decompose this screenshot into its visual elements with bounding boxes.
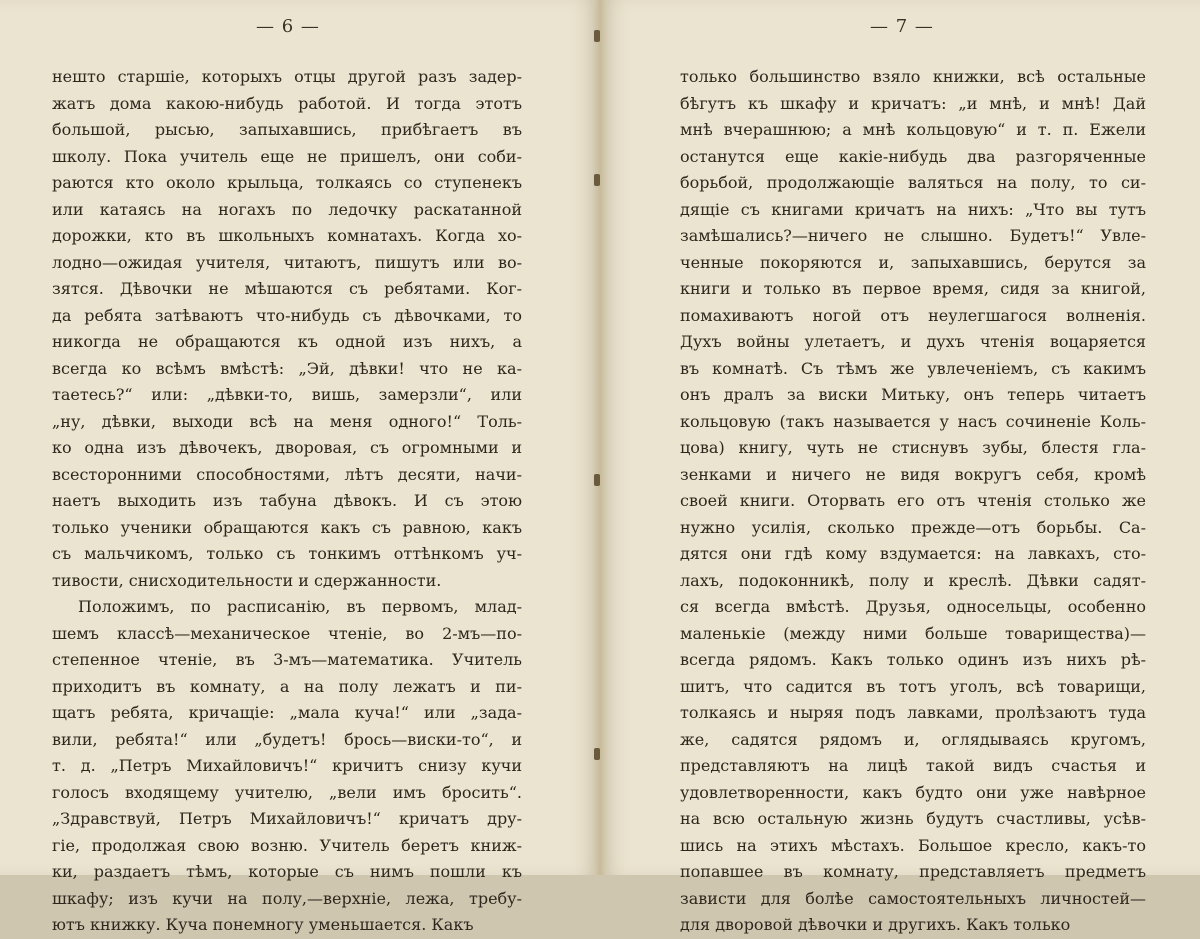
text-line: щатъ ребята, кричащіе: „мала куча!“ или „зада-: [52, 703, 522, 722]
text-line: зенками и ничего не видя вокругъ себя, кромѣ: [680, 464, 1146, 484]
text-line: только ученики обращаются какъ съ равною, какъ: [52, 517, 522, 537]
text-line: или катаясь на ногахъ по ледочку раскатанной: [52, 199, 522, 219]
text-line: нужно усилія, сколько прежде—отъ борьбы. Са-: [680, 517, 1146, 537]
text-line: школу. Пока учитель еще не пришелъ, они соби-: [52, 146, 522, 166]
text-line: нешто старшіе, которыхъ отцы другой разъ задер-: [52, 67, 522, 86]
text-line: маленькіе (между ними больше товарищества)—: [680, 623, 1146, 643]
text-line: своей книги. Оторвать его отъ чтенія столько же: [680, 491, 1146, 510]
text-line: онъ дралъ за виски Митьку, онъ теперь читаетъ: [680, 385, 1146, 404]
text-line: бѣгутъ къ шкафу и кричатъ: „и мнѣ, и мнѣ! Дай: [680, 93, 1146, 113]
text-line: только большинство взяло книжки, всѣ остальные: [680, 67, 1146, 86]
text-line: наетъ выходить изъ табуна дѣвокъ. И съ этою: [52, 491, 522, 510]
text-line: замѣшались?—ничего не слышно. Будетъ!“ Увле-: [680, 226, 1146, 245]
right-page: [600, 0, 1200, 934]
page-number-6: — 6 —: [256, 16, 320, 37]
text-line: „Здравствуй, Петръ Михайловичъ!“ кричатъ дру-: [52, 809, 522, 828]
text-line: всегда рядомъ. Какъ только одинъ изъ нихъ рѣ-: [680, 650, 1146, 669]
text-line: лахъ, подоконникѣ, полу и креслѣ. Дѣвки садят-: [680, 570, 1146, 590]
text-line: тивости, снисходительности и сдержанности.: [52, 570, 442, 590]
text-line: шкафу; изъ кучи на полу,—верхніе, лежа, требу-: [52, 888, 522, 908]
text-line: таетесь?“ или: „дѣвки-то, вишь, замерзли“, или: [52, 385, 522, 404]
text-line: въ комнатѣ. Съ тѣмъ же увлеченіемъ, съ какимъ: [680, 358, 1146, 378]
text-line: цова) книгу, чуть не стиснувъ зубы, блестя гла-: [680, 438, 1146, 457]
text-line: всесторонними способностями, лѣтъ десяти, начи-: [52, 464, 522, 484]
text-line: дятся они гдѣ кому вздумается: на лавкахъ, сто-: [680, 544, 1146, 563]
text-line: шитъ, что садится въ тотъ уголъ, всѣ товарищи,: [680, 676, 1146, 696]
text-line: же, садятся рядомъ и, оглядываясь кругомъ,: [680, 729, 1146, 749]
text-line: шись на этихъ мѣстахъ. Большое кресло, какъ-то: [680, 835, 1146, 855]
text-line: съ мальчикомъ, только съ тонкимъ оттѣнкомъ уч-: [52, 544, 522, 563]
text-line: ки, раздаетъ тѣмъ, которые съ нимъ пошли къ: [52, 862, 522, 881]
text-line: никогда не обращаются къ одной изъ нихъ, а: [52, 332, 522, 351]
left-page-text: [52, 64, 522, 939]
text-line: мнѣ вчерашнюю; а мнѣ кольцовую“ и т. п. Ежели: [680, 120, 1146, 139]
text-line: жатъ дома какою-нибудь работой. И тогда этотъ: [52, 93, 522, 113]
text-line: всегда ко всѣмъ вмѣстѣ: „Эй, дѣвки! что не ка-: [52, 358, 522, 378]
binding-thread: [594, 748, 600, 760]
text-line: дорожки, кто въ школьныхъ комнатахъ. Когда хо-: [52, 226, 522, 245]
text-line: вили, ребята!“ или „будетъ! брось—виски-то“, и: [52, 729, 522, 749]
text-line: голосъ входящему учителю, „вели имъ бросить“.: [52, 782, 522, 802]
text-line: для дворовой дѣвочки и другихъ. Какъ только: [680, 915, 1071, 934]
text-line: „ну, дѣвки, выходи всѣ на меня одного!“ Толь-: [52, 411, 522, 431]
binding-thread: [594, 174, 600, 186]
binding-thread: [594, 474, 600, 486]
text-line: да ребята затѣваютъ что-нибудь съ дѣвочками, то: [52, 305, 522, 325]
text-line: толкаясь и ныряя подъ лавками, пролѣзаютъ туда: [680, 703, 1146, 722]
text-line: ченные покоряются и, запыхавшись, берутся за: [680, 252, 1146, 272]
text-line: большой, рысью, запыхавшись, прибѣгаетъ въ: [52, 120, 522, 139]
text-line: попавшее въ комнату, представляетъ предметъ: [680, 862, 1146, 881]
text-line: шемъ классѣ—механическое чтеніе, во 2-мъ—по-: [52, 623, 522, 643]
text-line: помахиваютъ ногой отъ неулегшагося волненія.: [680, 305, 1146, 325]
text-line: книги и только въ первое время, сидя за книгой,: [680, 279, 1146, 298]
text-line: останутся еще какіе-нибудь два разгоряченные: [680, 146, 1146, 166]
text-line: ютъ книжку. Куча понемногу уменьшается. Какъ: [52, 915, 474, 934]
page-number-7: — 7 —: [870, 16, 934, 37]
binding-thread: [594, 30, 600, 42]
text-line: дящіе съ книгами кричатъ на нихъ: „Что вы тутъ: [680, 199, 1146, 219]
text-line: удовлетворенности, какъ будто они уже навѣрное: [680, 782, 1146, 802]
text-line: ся всегда вмѣстѣ. Друзья, односельцы, особенно: [680, 597, 1146, 616]
text-line: на всю остальную жизнь будутъ счастливы, усѣв-: [680, 809, 1146, 828]
text-line: борьбой, продолжающіе валяться на полу, то си-: [680, 173, 1146, 192]
text-line: зависти для болѣе самостоятельныхъ личностей—: [680, 888, 1146, 908]
text-line: раются кто около крыльца, толкаясь со ступенекъ: [52, 173, 522, 192]
book-gutter: [593, 0, 607, 875]
text-line: представляютъ на лицѣ такой видъ счастья и: [680, 756, 1146, 775]
text-line: т. д. „Петръ Михайловичъ!“ кричитъ снизу кучи: [52, 756, 522, 775]
text-line: степенное чтеніе, въ 3-мъ—математика. Учитель: [52, 650, 522, 669]
text-line: гіе, продолжая свою возню. Учитель беретъ книж-: [52, 835, 522, 855]
text-line: приходитъ въ комнату, а на полу лежатъ и пи-: [52, 676, 522, 696]
text-line: Духъ войны улетаетъ, и духъ чтенія воцаряется: [680, 332, 1146, 351]
right-page-text: [680, 64, 1146, 939]
left-page: [0, 0, 600, 934]
text-line: ко одна изъ дѣвочекъ, дворовая, съ огромными и: [52, 438, 522, 457]
text-line: кольцовую (такъ называется у насъ сочиненіе Коль-: [680, 411, 1146, 431]
text-line: лодно—ожидая учителя, читаютъ, пишутъ или во-: [52, 252, 522, 272]
text-line: зятся. Дѣвочки не мѣшаются съ ребятами. Ког-: [52, 279, 522, 298]
text-line: Положимъ, по расписанію, въ первомъ, млад-: [78, 597, 522, 616]
